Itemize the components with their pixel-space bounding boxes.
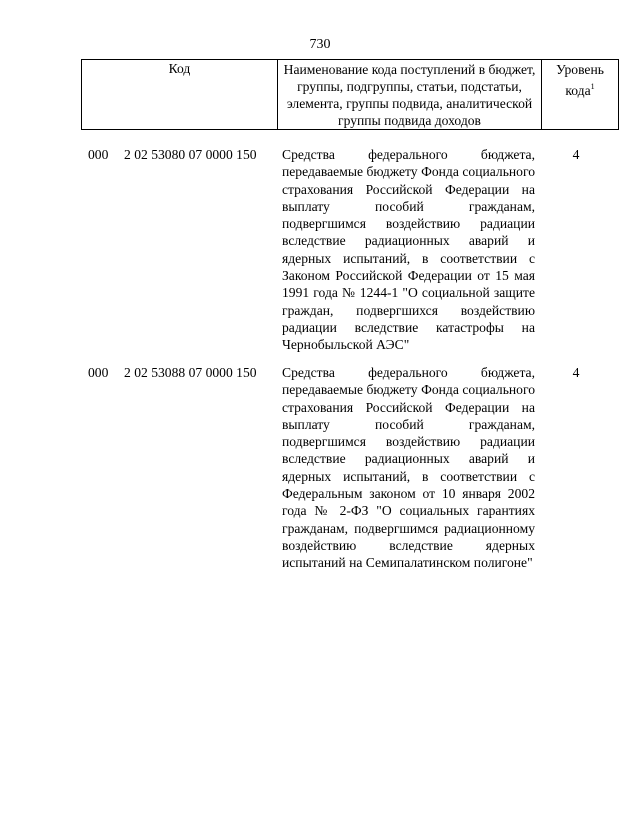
revenue-name: Средства федерального бюджета, передаваемые бюджету Фонда социального страхования Российской Федерации на выплату пособий гражданам, подвергшимся воздействию радиации вследствие радиационных аварий и ядерных испытаний, в соответствии с Федеральным законом от 10 января 2002 года № 2-ФЗ "О социальных гарантиях гражданам, подвергшимся радиационному воздействию вследствие ядерных испытаний на Семипалатинском полигоне" [282,365,535,571]
revenue-name: Средства федерального бюджета, передаваемые бюджету Фонда социального страхования Российской Федерации на выплату пособий гражданам, подвергшимся воздействию радиации вследствие радиационных аварий и ядерных испытаний, в соответствии с Законом Российской Федерации от 15 мая 1991 года № 1244-1 "О социальной защите граждан, подвергшихся воздействию радиации вследствие катастрофы на Чернобыльской АЭС" [282,147,535,353]
header-level [542,60,619,130]
page-number: 730 [309,37,331,52]
header-code [82,60,278,130]
revenue-code: 2 02 53088 07 0000 150 [124,365,257,380]
header-name [278,60,542,130]
admin-code: 000 [88,147,109,162]
footnote-marker: 1 [590,82,595,91]
code-level: 4 [572,365,580,380]
header-name-label: Наименование кода поступлений в бюджет, группы, подгруппы, статьи, подстатьи, элемента, группы подвида, аналитической группы подвида доходов [283,62,536,128]
admin-code: 000 [88,365,109,380]
header-level-label: Уровень кода [556,62,604,98]
table-header [81,59,619,130]
revenue-code: 2 02 53080 07 0000 150 [124,147,257,162]
code-level: 4 [572,147,580,162]
header-code-label: Код [168,61,191,76]
